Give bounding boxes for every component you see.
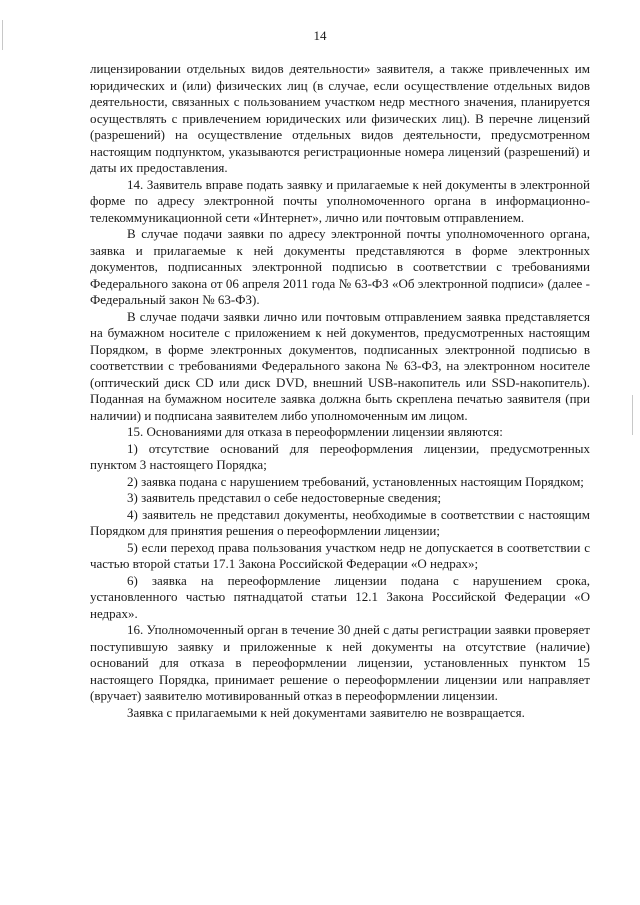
document-body [90,61,590,721]
list-item-ground-4: 4) заявитель не представил документы, необходимые в соответствии с настоящим Порядком для принятия решения о переоформлении лицензии; [90,506,590,538]
list-item-ground-2: 2) заявка подана с нарушением требований, установленных настоящим Порядком; [127,473,584,489]
scan-edge-mark-right [632,395,633,435]
list-item-ground-6: 6) заявка на переоформление лицензии подана с нарушением срока, установленного частью пятнадцатой статьи 12.1 Закона Российской Федерации «О недрах». [90,572,590,621]
paragraph-clause-14: 14. Заявитель вправе подать заявку и прилагаемые к ней документы в электронной форме по адресу электронной почты уполномоченного органа в информационно-телекоммуникационной сети «Интернет», лично или почтовым отправлением. [90,176,590,225]
paragraph-clause-16: 16. Уполномоченный орган в течение 30 дней с даты регистрации заявки проверяет поступившую заявку и приложенные к ней документы на отсутствие (наличие) оснований для отказа в переоформлении лицензии, установленных пунктом 15 настоящего Порядка, принимает решение о переоформлении лицензии или направляет (вручает) заявителю мотивированный отказ в переоформлении лицензии. [90,622,590,703]
list-item-ground-5: 5) если переход права пользования участком недр не допускается в соответствии с частью второй статьи 17.1 Закона Российской Федерации «О недрах»; [90,539,590,571]
page-number: 14 [313,28,327,43]
paragraph-clause-15: 15. Основаниями для отказа в переоформлении лицензии являются: [127,424,503,439]
paragraph-paper-submission: В случае подачи заявки лично или почтовым отправлением заявка представляется на бумажном носителе с приложением к ней документов, предусмотренных настоящим Порядком, в форме электронных документов, подписанных электронной подписью в соответствии с требованиями Федерального закона № 63-ФЗ, на электронном носителе (оптический диск CD или диск DVD, внешний USB-накопитель или SSD-накопитель). Поданная на бумажном носителе заявка должна быть скреплена печатью заявителя (при наличии) и подписана заявителем либо уполномоченным им лицом. [90,308,590,423]
paragraph-no-return: Заявка с прилагаемыми к ней документами заявителю не возвращается. [127,704,525,720]
paragraph-continuation: лицензировании отдельных видов деятельности» заявителя, а также привлеченных им юридических и (или) физических лиц (в случае, если осуществление отдельных видов деятельности, связанных с пользованием участком недр местного значения, планируется осуществлять с привлечением юридических или физических лиц). В перечне лицензий (разрешений) на осуществление отдельных видов деятельности, предусмотренном настоящим подпунктом, указываются регистрационные номера лицензий (разрешений) и даты их предоставления. [90,61,590,175]
paragraph-email-submission: В случае подачи заявки по адресу электронной почты уполномоченного органа, заявка и прилагаемые к ней документы представляются в форме электронных документов, подписанных электронной подписью в соответствии с требованиями Федерального закона от 06 апреля 2011 года № 63-ФЗ «Об электронной подписи» (далее - Федеральный закон № 63-ФЗ). [90,226,590,307]
list-item-ground-1: 1) отсутствие оснований для переоформления лицензии, предусмотренных пунктом 3 настоящего Порядка; [90,440,590,472]
list-item-ground-3: 3) заявитель представил о себе недостоверные сведения; [127,490,442,505]
